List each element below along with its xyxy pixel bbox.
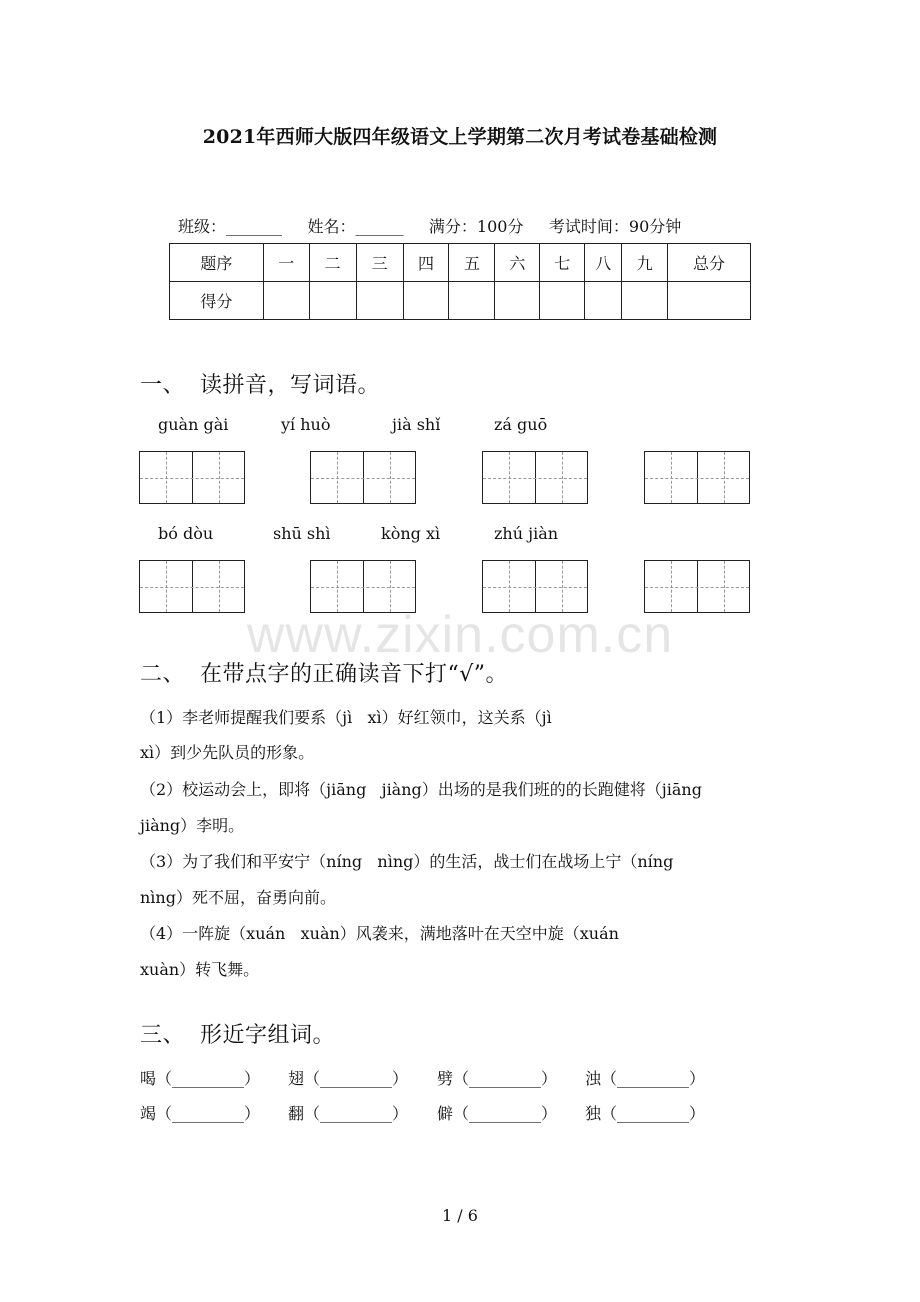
header-cell: 九: [622, 244, 668, 282]
word-blank[interactable]: 僻（_________）: [437, 1104, 558, 1123]
page-title: 2021年西师大版四年级语文上学期第二次月考试卷基础检测: [202, 126, 718, 148]
pinyin-label: shū shì: [273, 524, 331, 543]
score-cell[interactable]: [540, 282, 585, 320]
question-line: （1）李老师提醒我们要系（jì xì）好红领巾，这关系（jì: [140, 708, 552, 727]
pinyin-label: bó dòu: [158, 524, 214, 543]
header-cell: 三: [356, 244, 403, 282]
word-blank[interactable]: 竭（_________）: [140, 1104, 261, 1123]
exam-time: 考试时间：90分钟: [548, 217, 682, 236]
header-cell: 题序: [170, 244, 264, 282]
class-blank: _______: [226, 217, 283, 236]
word-blank[interactable]: 独（_________）: [585, 1104, 706, 1123]
name-label: 姓名：: [307, 217, 356, 236]
word-blank[interactable]: 喝（_________）: [140, 1069, 261, 1088]
exam-info: [178, 214, 681, 237]
pinyin-label: yí huò: [281, 415, 331, 434]
full-score: 满分：100分: [428, 217, 524, 236]
writing-box[interactable]: [644, 451, 750, 504]
word-blank[interactable]: 翻（_________）: [288, 1104, 409, 1123]
question-line: （3）为了我们和平安宁（níng nìng）的生活，战士们在战场上宁（níng: [140, 852, 674, 871]
score-cell[interactable]: [622, 282, 668, 320]
header-cell: 总分: [668, 244, 751, 282]
writing-box[interactable]: [310, 451, 416, 504]
section1-heading: 一、 读拼音，写词语。: [140, 373, 380, 398]
header-cell: 八: [585, 244, 622, 282]
pinyin-label: guàn gài: [158, 415, 229, 434]
question-line: nìng）死不屈，奋勇向前。: [140, 888, 336, 907]
pinyin-label: jià shǐ: [392, 415, 441, 434]
class-label: 班级：: [178, 217, 227, 236]
score-cell[interactable]: [403, 282, 449, 320]
header-cell: 六: [495, 244, 540, 282]
score-cell[interactable]: [495, 282, 540, 320]
page-number: 1 / 6: [442, 1206, 478, 1225]
header-cell: 一: [263, 244, 309, 282]
pinyin-label: zá guō: [494, 415, 548, 434]
question-line: jiàng）李明。: [140, 816, 245, 835]
score-cell[interactable]: [449, 282, 495, 320]
pinyin-label: zhú jiàn: [494, 524, 559, 543]
writing-box[interactable]: [139, 451, 245, 504]
score-cell[interactable]: [585, 282, 622, 320]
writing-box[interactable]: [482, 451, 588, 504]
pinyin-label: kòng xì: [381, 524, 441, 543]
score-row-label: 得分: [170, 282, 264, 320]
score-cell[interactable]: [668, 282, 751, 320]
watermark: www.zixin.com.cn: [246, 606, 674, 664]
score-table: [169, 243, 751, 320]
header-cell: 五: [449, 244, 495, 282]
question-line: xuàn）转飞舞。: [140, 960, 260, 979]
word-blank[interactable]: 劈（_________）: [437, 1069, 558, 1088]
section2-heading: 二、 在带点字的正确读音下打“√”。: [140, 662, 509, 687]
score-cell[interactable]: [263, 282, 309, 320]
section3-heading: 三、 形近字组词。: [140, 1023, 335, 1048]
score-cell[interactable]: [309, 282, 356, 320]
header-cell: 二: [309, 244, 356, 282]
score-row: [170, 282, 751, 320]
word-blank[interactable]: 翅（_________）: [288, 1069, 409, 1088]
score-cell[interactable]: [356, 282, 403, 320]
header-cell: 四: [403, 244, 449, 282]
question-line: （2）校运动会上，即将（jiāng jiàng）出场的是我们班的的长跑健将（jiāng: [140, 780, 702, 799]
word-blank[interactable]: 浊（_________）: [585, 1069, 706, 1088]
question-line: xì）到少先队员的形象。: [140, 743, 315, 762]
header-cell: 七: [540, 244, 585, 282]
name-blank: ______: [355, 217, 404, 236]
score-header-row: [170, 244, 751, 282]
question-line: （4）一阵旋（xuán xuàn）风袭来，满地落叶在天空中旋（xuán: [140, 924, 619, 943]
